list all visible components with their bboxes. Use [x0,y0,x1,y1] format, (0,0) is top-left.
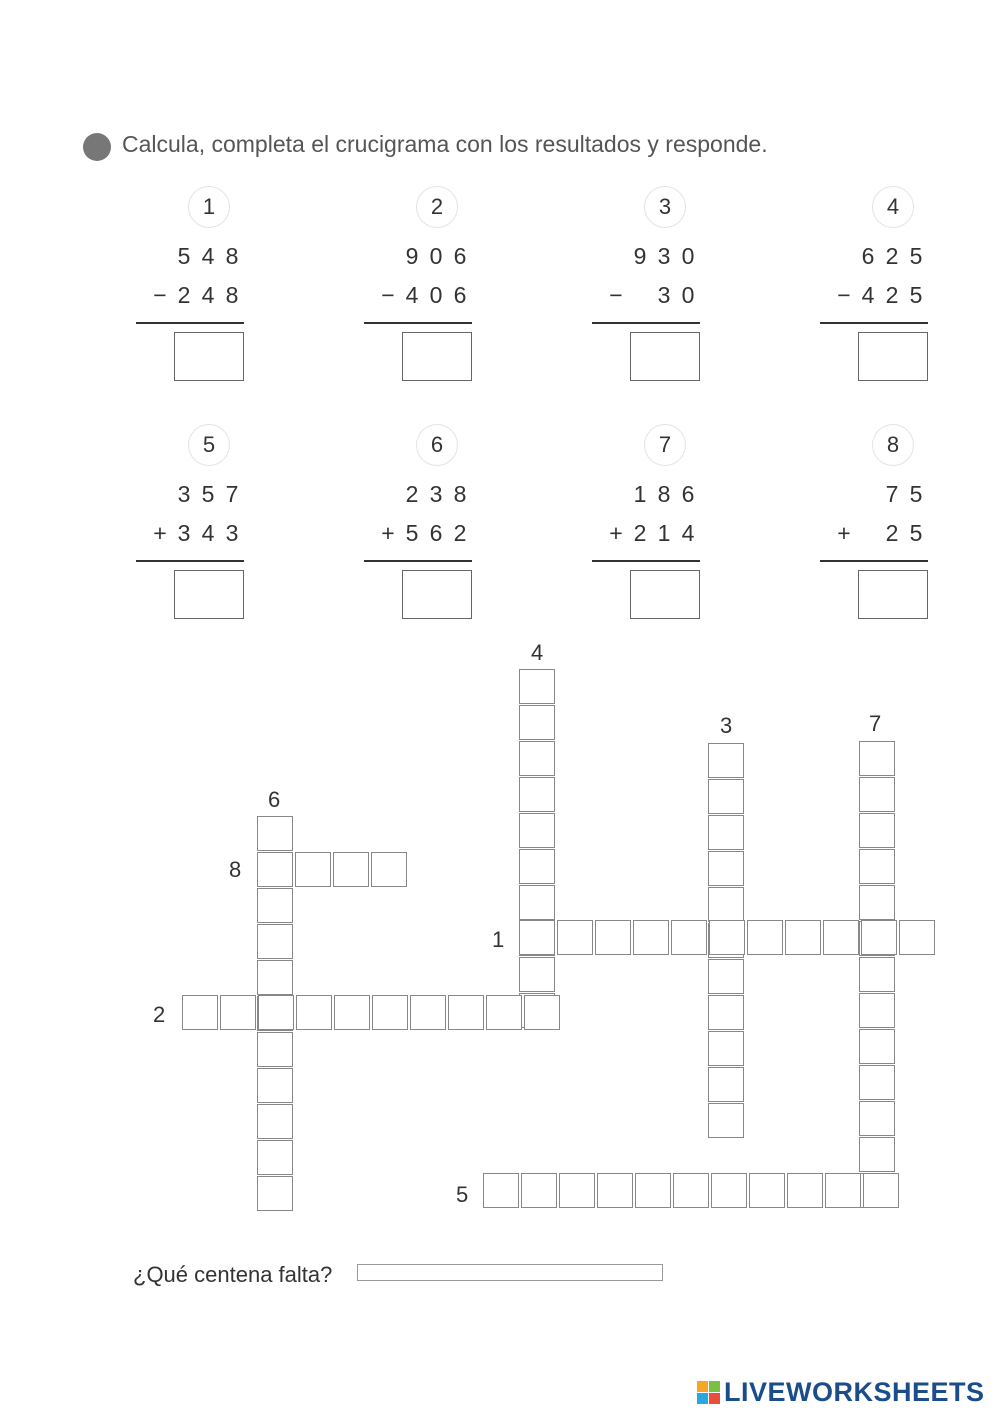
digit: 1 [633,481,647,507]
operation-answer-box[interactable] [402,332,472,381]
crossword-cell-6-down[interactable] [257,1140,293,1175]
digit: 2 [405,481,419,507]
digit: 4 [681,520,695,546]
crossword-cell-5-across[interactable] [597,1173,633,1208]
digit: 0 [429,243,443,269]
crossword-cell-6-down[interactable] [257,924,293,959]
operation-number-circle: 5 [188,424,230,466]
logo-square [709,1393,720,1404]
operation-answer-box[interactable] [174,570,244,619]
crossword-cell-7-down[interactable] [859,993,895,1028]
digit: 6 [453,243,467,269]
crossword-cell-2-across[interactable] [448,995,484,1030]
crossword-cell-2-across[interactable] [182,995,218,1030]
operation-rule [364,322,472,324]
crossword-cell-3-down[interactable] [708,959,744,994]
operation-answer-box[interactable] [630,570,700,619]
crossword-cell-4-down[interactable] [519,885,555,920]
crossword-cell-6-down[interactable] [257,1176,293,1211]
digit: 3 [657,243,671,269]
operation-number-circle: 8 [872,424,914,466]
clue-number-7: 7 [869,711,882,736]
crossword-cell-2-across[interactable] [524,995,560,1030]
digit: 5 [201,481,215,507]
operation-bottom-number [832,282,928,309]
operation-number-circle: 2 [416,186,458,228]
crossword-cell-1-across[interactable] [595,920,631,955]
digit: 6 [681,481,695,507]
operation-answer-box[interactable] [858,332,928,381]
crossword-cell-1-across[interactable] [785,920,821,955]
digit: 2 [177,282,191,308]
operation-sign: − [837,282,851,308]
digit: 3 [429,481,443,507]
operation-sign: − [609,282,623,308]
operation-top-number [628,243,700,270]
crossword-cell-5-across[interactable] [483,1173,519,1208]
digit: 4 [861,282,875,308]
liveworksheets-icon [697,1381,721,1405]
crossword-cell-2-across[interactable] [258,995,294,1030]
crossword-cell-5-across[interactable] [559,1173,595,1208]
operation-top-number [856,243,928,270]
crossword-cell-3-down[interactable] [708,779,744,814]
crossword-cell-4-down[interactable] [519,669,555,704]
crossword-cell-8-across[interactable] [257,852,293,887]
crossword-cell-2-across[interactable] [334,995,370,1030]
clue-number-8: 8 [229,857,242,882]
digit: 8 [657,481,671,507]
digit: 3 [177,481,191,507]
clue-number-6: 6 [268,787,281,812]
instruction-text: Calcula, completa el crucigrama con los resultados y responde. [122,131,768,157]
digit: 9 [633,243,647,269]
digit: 4 [201,243,215,269]
digit: 3 [657,282,671,308]
digit: 0 [681,243,695,269]
clue-number-1: 1 [492,927,505,952]
operation-bottom-number [148,520,244,547]
clue-number-2: 2 [153,1002,166,1027]
crossword-cell-3-down[interactable] [708,1067,744,1102]
digit: 7 [885,481,899,507]
digit: 2 [885,520,899,546]
operation-sign: + [609,520,623,546]
crossword-cell-5-across[interactable] [711,1173,747,1208]
digit: 5 [177,243,191,269]
operation-sign: + [153,520,167,546]
operation-rule [820,322,928,324]
crossword-cell-1-across[interactable] [709,920,745,955]
operation-number-circle: 6 [416,424,458,466]
crossword-cell-3-down[interactable] [708,887,744,922]
crossword-cell-7-down[interactable] [859,885,895,920]
operation-top-number [628,481,700,508]
operation-rule [592,322,700,324]
crossword-cell-7-down[interactable] [859,1101,895,1136]
question-label: ¿Qué centena falta? [133,1262,333,1287]
digit: 7 [225,481,239,507]
crossword-cell-1-across[interactable] [861,920,897,955]
digit: 6 [429,520,443,546]
digit: 6 [861,243,875,269]
digit: 0 [429,282,443,308]
operation-top-number [400,481,472,508]
operation-top-number [400,243,472,270]
operation-top-number [172,481,244,508]
crossword-cell-3-down[interactable] [708,995,744,1030]
logo-square [709,1381,720,1392]
logo-square [697,1393,708,1404]
operation-answer-box[interactable] [858,570,928,619]
operation-bottom-number [376,282,472,309]
operation-sign: + [381,520,395,546]
operation-rule [820,560,928,562]
logo-square [697,1381,708,1392]
crossword-cell-7-down[interactable] [859,1065,895,1100]
crossword-cell-1-across[interactable] [747,920,783,955]
operation-sign: + [837,520,851,546]
crossword-cell-7-down[interactable] [859,1137,895,1172]
digit: 4 [201,282,215,308]
crossword-cell-6-down[interactable] [257,816,293,851]
crossword-cell-2-across[interactable] [372,995,408,1030]
operation-rule [364,560,472,562]
operation-number-circle: 1 [188,186,230,228]
logo-text: LIVEWORKSHEETS [724,1377,985,1407]
crossword-cell-6-down[interactable] [257,1104,293,1139]
digit: 2 [885,282,899,308]
operation-sign: − [381,282,395,308]
crossword-cell-7-down[interactable] [859,777,895,812]
clue-number-4: 4 [531,640,544,665]
crossword-cell-1-across[interactable] [519,920,555,955]
operation-rule [592,560,700,562]
crossword-cell-5-across[interactable] [863,1173,899,1208]
digit: 5 [909,481,923,507]
crossword-cell-3-down[interactable] [708,815,744,850]
operation-bottom-number [376,520,472,547]
operation-bottom-number [148,282,244,309]
crossword-cell-1-across[interactable] [633,920,669,955]
operation-bottom-number [604,520,700,547]
crossword-cell-7-down[interactable] [859,741,895,776]
crossword-cell-4-down[interactable] [519,813,555,848]
digit: 4 [201,520,215,546]
operation-sign: − [153,282,167,308]
crossword-cell-8-across[interactable] [333,852,369,887]
clue-number-5: 5 [456,1182,469,1207]
operation-answer-box[interactable] [630,332,700,381]
crossword-cell-1-across[interactable] [671,920,707,955]
liveworksheets-logo [697,1377,985,1408]
digit: 3 [177,520,191,546]
digit: 5 [909,243,923,269]
digit: 1 [657,520,671,546]
crossword-cell-4-down[interactable] [519,705,555,740]
crossword-cell-6-down[interactable] [257,1032,293,1067]
crossword-cell-7-down[interactable] [859,813,895,848]
digit: 2 [453,520,467,546]
operation-answer-box[interactable] [402,570,472,619]
crossword-cell-4-down[interactable] [519,777,555,812]
digit: 5 [909,282,923,308]
digit: 2 [633,520,647,546]
crossword-cell-1-across[interactable] [823,920,859,955]
digit: 2 [885,243,899,269]
operation-number-circle: 7 [644,424,686,466]
crossword-cell-3-down[interactable] [708,1103,744,1138]
digit: 3 [225,520,239,546]
crossword-cell-1-across[interactable] [899,920,935,955]
digit: 5 [909,520,923,546]
crossword-cell-2-across[interactable] [296,995,332,1030]
crossword-cell-3-down[interactable] [708,743,744,778]
operation-top-number [856,481,928,508]
crossword-cell-2-across[interactable] [410,995,446,1030]
digit: 8 [225,243,239,269]
operation-number-circle: 3 [644,186,686,228]
question-answer-field[interactable] [357,1264,663,1281]
crossword-cell-3-down[interactable] [708,851,744,886]
crossword-cell-5-across[interactable] [787,1173,823,1208]
crossword-cell-5-across[interactable] [825,1173,861,1208]
operation-bottom-number [604,282,700,309]
operation-rule [136,560,244,562]
digit: 8 [453,481,467,507]
crossword-cell-7-down[interactable] [859,849,895,884]
crossword-cell-3-down[interactable] [708,1031,744,1066]
operation-bottom-number [832,520,928,547]
crossword-cell-7-down[interactable] [859,1029,895,1064]
crossword-cell-5-across[interactable] [635,1173,671,1208]
crossword-cell-5-across[interactable] [673,1173,709,1208]
operation-top-number [172,243,244,270]
crossword-cell-4-down[interactable] [519,957,555,992]
crossword-cell-8-across[interactable] [371,852,407,887]
operation-number-circle: 4 [872,186,914,228]
crossword-cell-5-across[interactable] [521,1173,557,1208]
bullet-dot [83,133,111,161]
crossword-cell-8-across[interactable] [295,852,331,887]
crossword-cell-1-across[interactable] [557,920,593,955]
crossword-cell-7-down[interactable] [859,957,895,992]
operation-answer-box[interactable] [174,332,244,381]
digit: 6 [453,282,467,308]
operation-rule [136,322,244,324]
digit: 9 [405,243,419,269]
crossword-cell-6-down[interactable] [257,960,293,995]
crossword-cell-6-down[interactable] [257,888,293,923]
crossword-cell-2-across[interactable] [486,995,522,1030]
crossword-cell-4-down[interactable] [519,849,555,884]
digit: 5 [405,520,419,546]
crossword-cell-2-across[interactable] [220,995,256,1030]
crossword-cell-5-across[interactable] [749,1173,785,1208]
digit: 0 [681,282,695,308]
clue-number-3: 3 [720,713,733,738]
crossword-cell-4-down[interactable] [519,741,555,776]
crossword-cell-6-down[interactable] [257,1068,293,1103]
digit: 8 [225,282,239,308]
digit: 4 [405,282,419,308]
